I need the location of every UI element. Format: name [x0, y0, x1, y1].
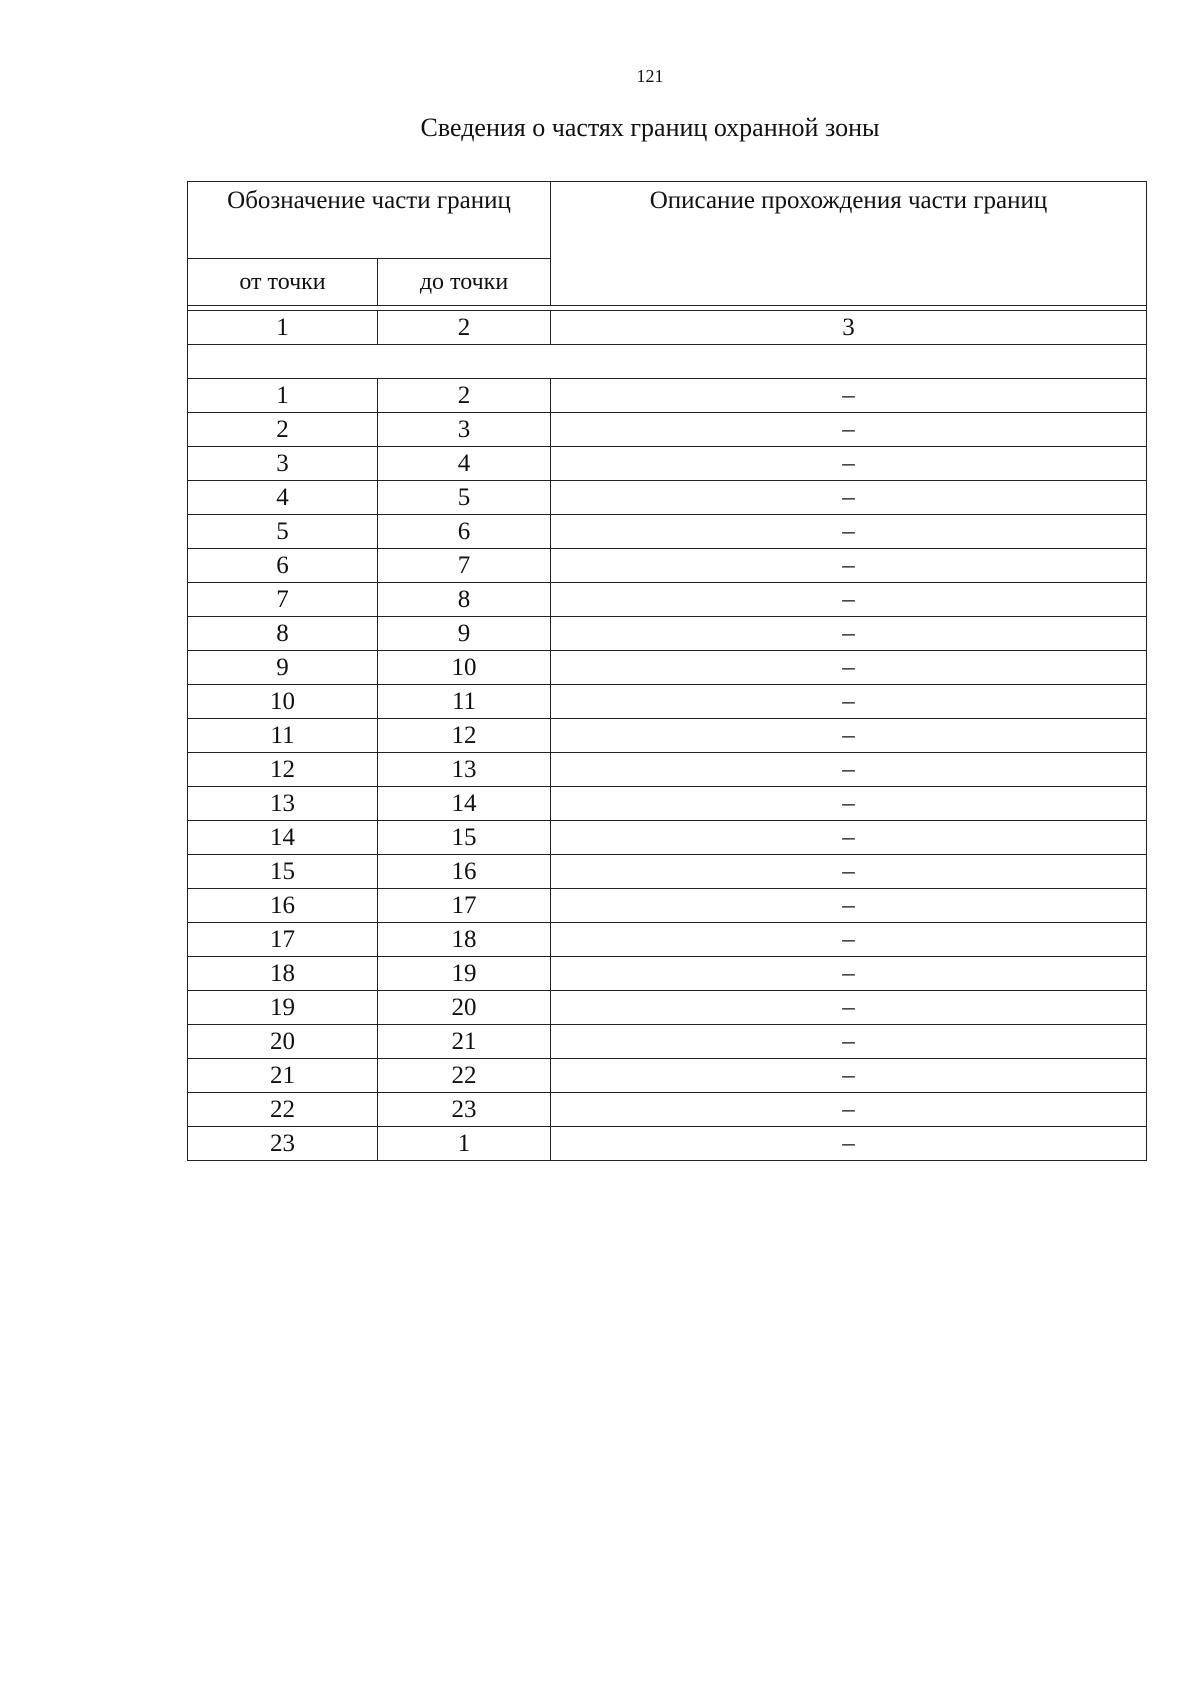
to-point-cell: 1	[378, 1127, 551, 1161]
description-cell: –	[551, 889, 1147, 923]
description-cell: –	[551, 1093, 1147, 1127]
to-point-cell: 3	[378, 413, 551, 447]
from-point-cell: 15	[188, 855, 378, 889]
description-cell: –	[551, 753, 1147, 787]
column-number-row	[188, 311, 1147, 345]
from-point-cell: 11	[188, 719, 378, 753]
description-cell: –	[551, 413, 1147, 447]
from-point-cell: 5	[188, 515, 378, 549]
from-point-cell: 22	[188, 1093, 378, 1127]
from-point-cell: 13	[188, 787, 378, 821]
from-point-cell: 16	[188, 889, 378, 923]
from-point-cell: 2	[188, 413, 378, 447]
description-cell: –	[551, 447, 1147, 481]
from-point-cell: 12	[188, 753, 378, 787]
table-row	[188, 617, 1147, 651]
description-cell: –	[551, 515, 1147, 549]
description-cell: –	[551, 617, 1147, 651]
to-point-cell: 15	[378, 821, 551, 855]
to-point-cell: 14	[378, 787, 551, 821]
description-cell: –	[551, 1127, 1147, 1161]
empty-section-row	[188, 345, 1147, 379]
to-point-cell: 20	[378, 991, 551, 1025]
to-point-cell: 12	[378, 719, 551, 753]
table-row	[188, 685, 1147, 719]
header-to-point: до точки	[378, 259, 551, 306]
from-point-cell: 10	[188, 685, 378, 719]
to-point-cell: 6	[378, 515, 551, 549]
description-cell: –	[551, 685, 1147, 719]
to-point-cell: 4	[378, 447, 551, 481]
from-point-cell: 9	[188, 651, 378, 685]
description-cell: –	[551, 923, 1147, 957]
from-point-cell: 7	[188, 583, 378, 617]
to-point-cell: 11	[378, 685, 551, 719]
description-cell: –	[551, 991, 1147, 1025]
boundary-parts-table	[187, 181, 1147, 1161]
table-row	[188, 1093, 1147, 1127]
description-cell: –	[551, 957, 1147, 991]
column-number-3: 3	[551, 311, 1147, 345]
to-point-cell: 13	[378, 753, 551, 787]
to-point-cell: 18	[378, 923, 551, 957]
table-row	[188, 1127, 1147, 1161]
table-row	[188, 413, 1147, 447]
table-row	[188, 889, 1147, 923]
table-row	[188, 1025, 1147, 1059]
to-point-cell: 9	[378, 617, 551, 651]
table-row	[188, 753, 1147, 787]
to-point-cell: 10	[378, 651, 551, 685]
from-point-cell: 17	[188, 923, 378, 957]
description-cell: –	[551, 855, 1147, 889]
table-row	[188, 855, 1147, 889]
page-title: Сведения о частях границ охранной зоны	[420, 113, 880, 142]
table-row	[188, 549, 1147, 583]
table-row	[188, 583, 1147, 617]
table-row	[188, 957, 1147, 991]
to-point-cell: 23	[378, 1093, 551, 1127]
header-from-point: от точки	[188, 259, 378, 306]
page-number: 121	[636, 66, 664, 86]
to-point-cell: 19	[378, 957, 551, 991]
to-point-cell: 16	[378, 855, 551, 889]
from-point-cell: 1	[188, 379, 378, 413]
description-cell: –	[551, 787, 1147, 821]
description-cell: –	[551, 481, 1147, 515]
to-point-cell: 8	[378, 583, 551, 617]
from-point-cell: 21	[188, 1059, 378, 1093]
from-point-cell: 23	[188, 1127, 378, 1161]
description-cell: –	[551, 651, 1147, 685]
from-point-cell: 6	[188, 549, 378, 583]
table-row	[188, 821, 1147, 855]
from-point-cell: 14	[188, 821, 378, 855]
to-point-cell: 7	[378, 549, 551, 583]
description-cell: –	[551, 719, 1147, 753]
to-point-cell: 21	[378, 1025, 551, 1059]
header-row	[188, 182, 1147, 259]
empty-section-cell	[188, 345, 1147, 379]
from-point-cell: 20	[188, 1025, 378, 1059]
table-row	[188, 515, 1147, 549]
table-row	[188, 481, 1147, 515]
description-cell: –	[551, 821, 1147, 855]
from-point-cell: 18	[188, 957, 378, 991]
to-point-cell: 17	[378, 889, 551, 923]
to-point-cell: 2	[378, 379, 551, 413]
description-cell: –	[551, 1025, 1147, 1059]
header-boundary-designation: Обозначение части границ	[188, 182, 551, 259]
description-cell: –	[551, 583, 1147, 617]
table-row	[188, 1059, 1147, 1093]
header-boundary-description: Описание прохождения части границ	[551, 182, 1147, 306]
column-number-1: 1	[188, 311, 378, 345]
description-cell: –	[551, 379, 1147, 413]
from-point-cell: 8	[188, 617, 378, 651]
from-point-cell: 19	[188, 991, 378, 1025]
column-number-2: 2	[378, 311, 551, 345]
table-row	[188, 379, 1147, 413]
table-row	[188, 991, 1147, 1025]
table-row	[188, 787, 1147, 821]
table-row	[188, 447, 1147, 481]
to-point-cell: 22	[378, 1059, 551, 1093]
table-row	[188, 719, 1147, 753]
description-cell: –	[551, 549, 1147, 583]
to-point-cell: 5	[378, 481, 551, 515]
from-point-cell: 3	[188, 447, 378, 481]
table-row	[188, 651, 1147, 685]
table-row	[188, 923, 1147, 957]
from-point-cell: 4	[188, 481, 378, 515]
description-cell: –	[551, 1059, 1147, 1093]
